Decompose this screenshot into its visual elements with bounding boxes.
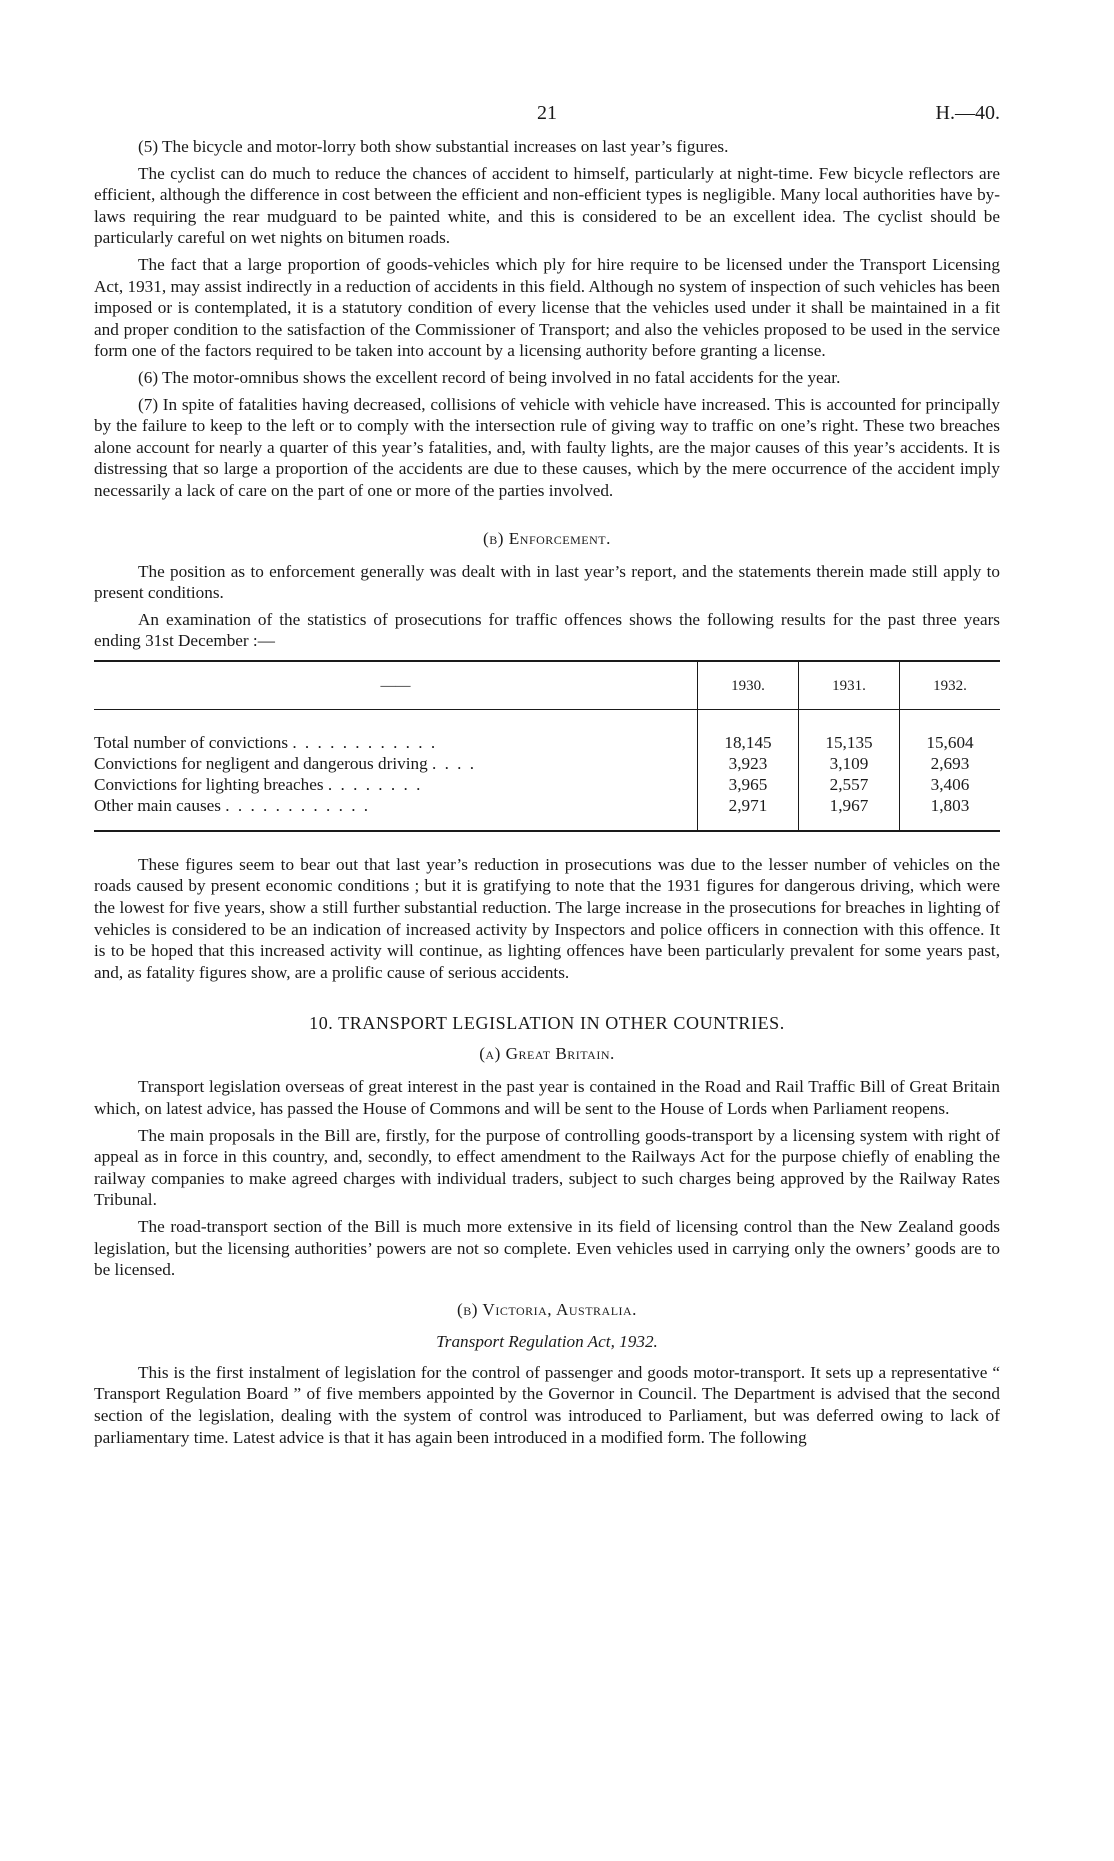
year-header-1931: 1931. xyxy=(799,661,900,710)
paragraph-great-britain-bill: Transport legislation overseas of great interest in the past year is contained in the Road and Rail Traffic Bill of Great Britain which, on latest advice, has passed the House of Commons and will be sent to the House of Lords when Parliament reopens. xyxy=(94,1077,1000,1119)
section-title-transport-legislation: 10. TRANSPORT LEGISLATION IN OTHER COUNTRIES. xyxy=(309,1013,785,1034)
paragraph-enforcement-position: The position as to enforcement generally was dealt with in last year’s report, and the statements therein made still apply to present conditions. xyxy=(94,561,1000,603)
table-stub-header: —— xyxy=(94,661,698,710)
row-label: Other main causes xyxy=(94,795,221,815)
paragraph-bicycle-lorry: (5) The bicycle and motor-lorry both show substantial increases on last year’s figures. xyxy=(138,137,729,156)
document-code: H.—40. xyxy=(935,102,1000,124)
cell-1931: 3,109 xyxy=(799,753,900,774)
cell-1931: 2,557 xyxy=(799,774,900,795)
cell-1931: 1,967 xyxy=(799,795,900,816)
cell-1932: 3,406 xyxy=(900,774,1001,795)
cell-1932: 15,604 xyxy=(900,732,1001,753)
leader-dots: . . . . xyxy=(431,753,477,773)
table-header-row xyxy=(94,661,1000,710)
heading-enforcement: (b) Enforcement. xyxy=(483,528,611,548)
paragraph-victoria-act: This is the first instalment of legislation for the control of passenger and goods motor-transport. It sets up a representative “ Transport Regulation Board ” of five members appointed by the Governor in Council. The Department is advised that the second section of the legislation, dealing with the system of control was introduced to Parliament, but was deferred owing to lack of parliamentary time. Latest advice is that it has again been introduced in a modified form. The following xyxy=(94,1362,1000,1447)
page-header xyxy=(94,96,1000,136)
cell-1932: 1,803 xyxy=(900,795,1001,816)
leader-dots: . . . . . . . . . . . . xyxy=(225,795,371,815)
act-title: Transport Regulation Act, 1932. xyxy=(436,1331,658,1351)
paragraph-great-britain-proposals: The main proposals in the Bill are, firstly, for the purpose of controlling goods-transport by a licensing system with right of appeal as in force in this country, and, secondly, to effect amendment to the Railways Act for the purpose chiefly of enabling the railway companies to make agreed charges with individual traders, subject to such charges being approved by the Railway Rates Tribunal. xyxy=(94,1125,1000,1210)
heading-great-britain: (a) Great Britain. xyxy=(479,1044,615,1064)
row-label: Total number of convictions xyxy=(94,732,289,752)
paragraph-motor-omnibus: (6) The motor-omnibus shows the excellent record of being involved in no fatal accidents for the year. xyxy=(138,367,841,387)
table-row xyxy=(94,753,1000,774)
heading-victoria-australia: (b) Victoria, Australia. xyxy=(457,1299,637,1319)
cell-1930: 3,923 xyxy=(698,753,799,774)
row-label: Convictions for lighting breaches xyxy=(94,774,324,794)
cell-1930: 3,965 xyxy=(698,774,799,795)
paragraph-enforcement-statistics: An examination of the statistics of prosecutions for traffic offences shows the following results for the past three years ending 31st December :— xyxy=(94,609,1000,651)
page-number: 21 xyxy=(537,102,557,124)
row-label: Convictions for negligent and dangerous driving xyxy=(94,753,428,773)
cell-1931: 15,135 xyxy=(799,732,900,753)
leader-dots: . . . . . . . . xyxy=(327,774,423,794)
paragraph-goods-vehicles: The fact that a large proportion of goods-vehicles which ply for hire require to be licensed under the Transport Licensing Act, 1931, may assist indirectly in a reduction of accidents in this field. Although no system of inspection of such vehicles has been imposed or is contemplated, it is a statutory condition of every license that the vehicles used under it shall be maintained in a fit and proper condition to the satisfaction of the Commissioner of Transport; and also the vehicles proposed to be used in the service form one of the factors required to be taken into account by a licensing authority before granting a license. xyxy=(94,254,1000,361)
table-row xyxy=(94,795,1000,816)
paragraph-great-britain-road-transport: The road-transport section of the Bill is much more extensive in its field of licensing control than the New Zealand goods legislation, but the licensing authorities’ powers are not so complete. Even vehicles used in carrying only the owners’ goods are to be licensed. xyxy=(94,1217,1000,1280)
table-row xyxy=(94,732,1000,753)
document-page xyxy=(94,96,1000,1453)
cell-1930: 2,971 xyxy=(698,795,799,816)
year-header-1930: 1930. xyxy=(698,661,799,710)
cell-1932: 2,693 xyxy=(900,753,1001,774)
cell-1930: 18,145 xyxy=(698,732,799,753)
paragraph-figures-analysis: These figures seem to bear out that last year’s reduction in prosecutions was due to the lesser number of vehicles on the roads caused by present economic conditions ; but it is gratifying to note that the 1931 figures for dangerous driving, which were the lowest for five years, show a still further substantial reduction. The large increase in the prosecutions for breaches in lighting of vehicles is considered to be an indication of increased activity by Inspectors and police officers in connection with this offence. It is to be hoped that this increased activity will continue, as lighting offences have been particularly prevalent for some years past, and, as fatality figures show, are a prolific cause of serious accidents. xyxy=(94,854,1000,982)
leader-dots: . . . . . . . . . . . . xyxy=(292,732,438,752)
convictions-table xyxy=(94,660,1000,832)
paragraph-collisions: (7) In spite of fatalities having decreased, collisions of vehicle with vehicle have increased. This is accounted for principally by the failure to keep to the left or to comply with the intersection rule of giving way to traffic on one’s right. These two breaches alone account for nearly a quarter of this year’s fatalities, and, with faulty lights, are the major causes of this year’s accidents. It is distressing that so large a proportion of the accidents are due to these causes, which by the mere occurrence of the accident imply necessarily a lack of care on the part of one or more of the parties involved. xyxy=(94,394,1000,500)
paragraph-cyclist: The cyclist can do much to reduce the chances of accident to himself, particularly at night-time. Few bicycle reflectors are efficient, although the difference in cost between the efficient and non-efficient types is negligible. Many local authorities have by-laws requiring the rear mudguard to be painted white, and this is considered to be an excellent idea. The cyclist should be particularly careful on wet nights on bitumen roads. xyxy=(94,163,1000,248)
table-row xyxy=(94,774,1000,795)
year-header-1932: 1932. xyxy=(900,661,1001,710)
